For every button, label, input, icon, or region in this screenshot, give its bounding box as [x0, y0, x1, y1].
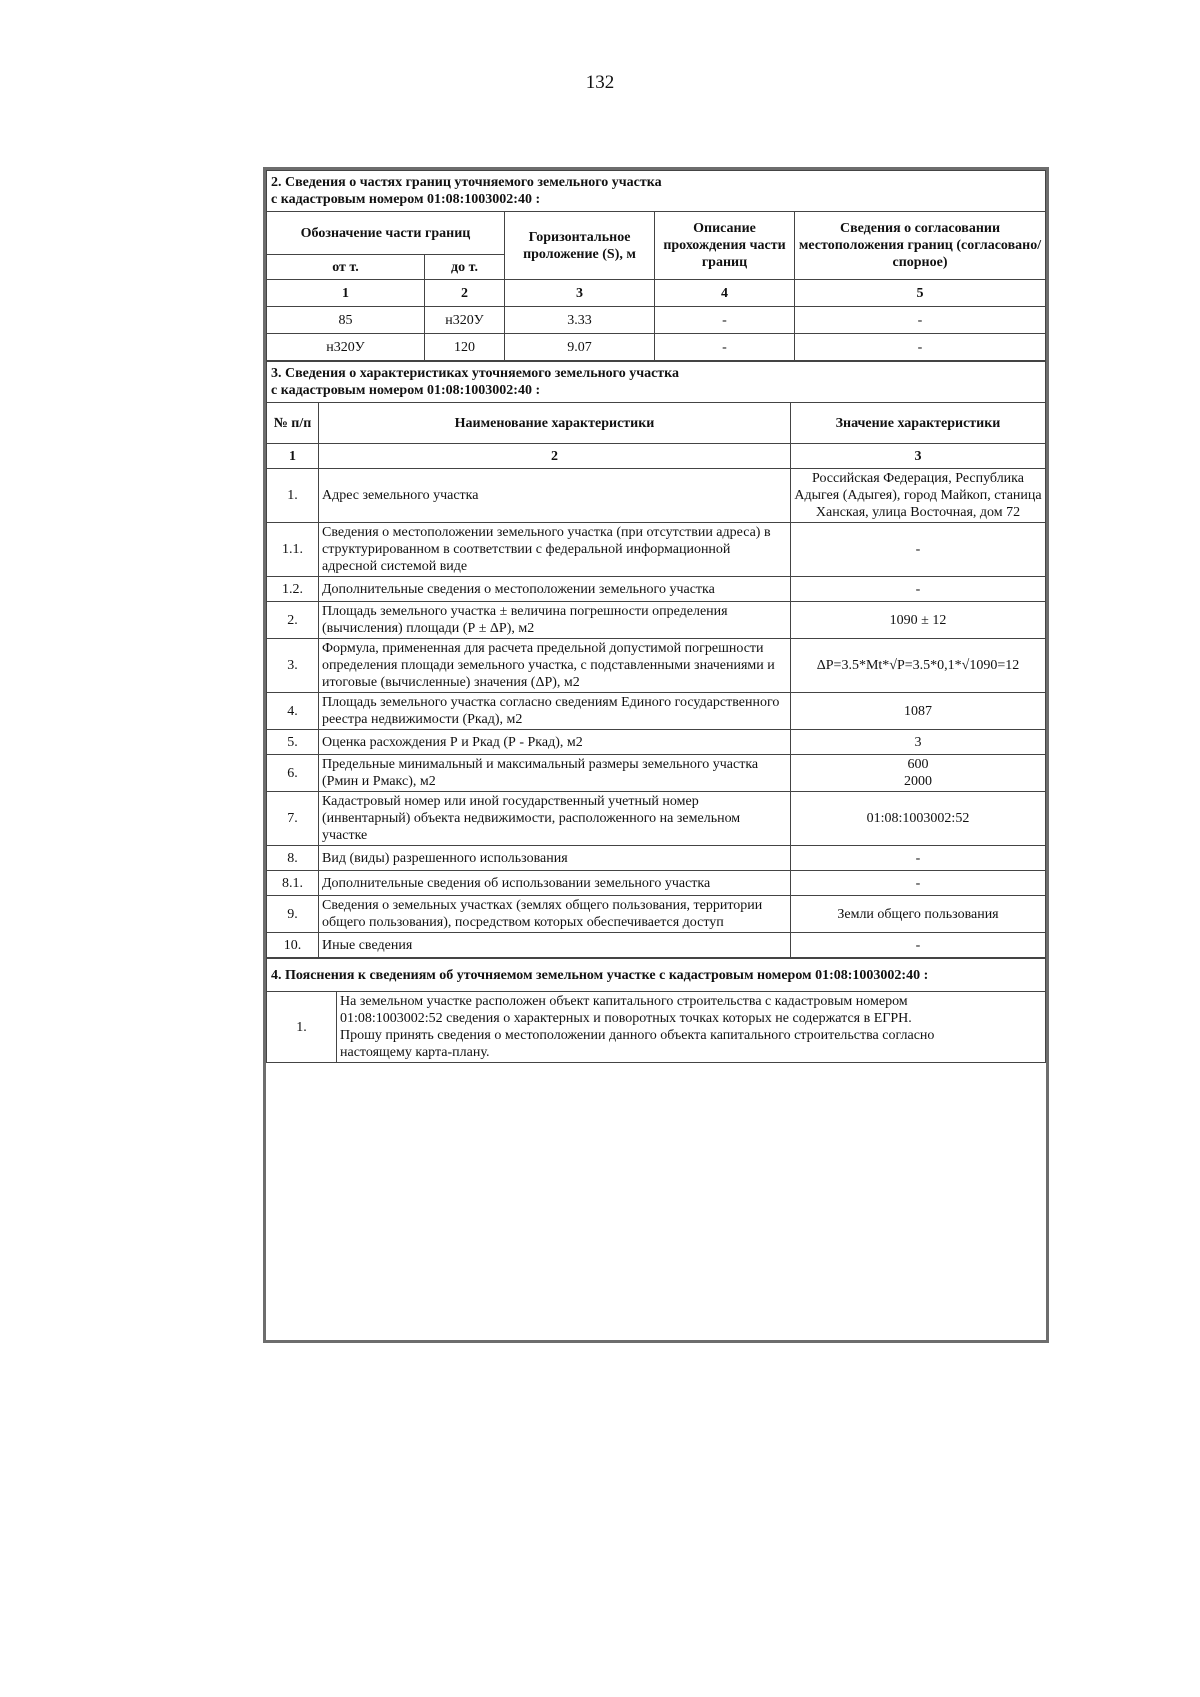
row-num: 9.: [267, 896, 319, 933]
header-from: от т.: [267, 255, 425, 280]
row-num: 8.: [267, 846, 319, 871]
col-number: 3: [505, 280, 655, 307]
col-number: 2: [425, 280, 505, 307]
row-value: 1087: [791, 693, 1046, 730]
col-number: 4: [655, 280, 795, 307]
note-text: [337, 992, 1046, 1063]
note-line: Прошу принять сведения о местоположении данного объекта капитального строительства согласно: [340, 1028, 935, 1043]
row-value: -: [791, 871, 1046, 896]
row-name: Иные сведения: [319, 933, 791, 958]
row-name: Оценка расхождения Р и Ркад (Р - Ркад), м2: [319, 730, 791, 755]
section3-title-line2: с кадастровым номером 01:08:1003002:40 :: [271, 383, 541, 398]
header-value: Значение характеристики: [791, 403, 1046, 444]
row-num: 1.: [267, 469, 319, 523]
header-horizontal: Горизонтальное проложение (S), м: [505, 212, 655, 280]
row-num: 8.1.: [267, 871, 319, 896]
document-frame: [263, 167, 1049, 1343]
row-value: 01:08:1003002:52: [791, 792, 1046, 846]
table-row: [267, 846, 1046, 871]
row-name: Формула, примененная для расчета предельной допустимой погрешности определения площади земельного участка, с подставленными значениями и итоговые (вычисленные) значения (ΔР), м2: [319, 639, 791, 693]
section4-table: [266, 958, 1046, 1063]
cell-from: 85: [267, 307, 425, 334]
column-number-row: [267, 444, 1046, 469]
table-row: [267, 730, 1046, 755]
col-number: 1: [267, 444, 319, 469]
cell-to: н320У: [425, 307, 505, 334]
row-num: 2.: [267, 602, 319, 639]
blank-area: [266, 1063, 1046, 1233]
row-value: -: [791, 577, 1046, 602]
table-row: [267, 755, 1046, 792]
section2-title-line2: с кадастровым номером 01:08:1003002:40 :: [271, 192, 541, 207]
table-row: [267, 334, 1046, 361]
section3-title: [267, 362, 1046, 403]
row-name: Адрес земельного участка: [319, 469, 791, 523]
row-value: Российская Федерация, Республика Адыгея (Адыгея), город Майкоп, станица Ханская, улица Восточная, дом 72: [791, 469, 1046, 523]
column-number-row: [267, 280, 1046, 307]
header-name: Наименование характеристики: [319, 403, 791, 444]
col-number: 5: [795, 280, 1046, 307]
section4-title: 4. Пояснения к сведениям об уточняемом земельном участке с кадастровым номером 01:08:1003002:40 :: [267, 959, 1046, 992]
table-row: [267, 896, 1046, 933]
row-name: Площадь земельного участка ± величина погрешности определения (вычисления) площади (Р ± ΔР), м2: [319, 602, 791, 639]
header-description: Описание прохождения части границ: [655, 212, 795, 280]
table-row: [267, 469, 1046, 523]
page-number: 132: [585, 72, 615, 93]
section3-title-line1: 3. Сведения о характеристиках уточняемого земельного участка: [271, 366, 680, 381]
row-num: 1.1.: [267, 523, 319, 577]
note-line: На земельном участке расположен объект капитального строительства с кадастровым номером: [340, 994, 908, 1009]
row-value: [791, 755, 1046, 792]
row-num: 3.: [267, 639, 319, 693]
row-name: Дополнительные сведения о местоположении земельного участка: [319, 577, 791, 602]
section2-table: [266, 170, 1046, 361]
table-row: [267, 792, 1046, 846]
row-value: ΔP=3.5*Mt*√P=3.5*0,1*√1090=12: [791, 639, 1046, 693]
table-row: [267, 639, 1046, 693]
header-part: Обозначение части границ: [267, 212, 505, 255]
table-row: [267, 307, 1046, 334]
row-value-max: 2000: [904, 774, 932, 789]
table-row: [267, 933, 1046, 958]
row-value: -: [791, 523, 1046, 577]
row-name: Сведения о земельных участках (землях общего пользования, территории общего пользования), посредством которых обеспечивается доступ: [319, 896, 791, 933]
row-num: 6.: [267, 755, 319, 792]
cell-to: 120: [425, 334, 505, 361]
row-name: Предельные минимальный и максимальный размеры земельного участка (Рмин и Рмакс), м2: [319, 755, 791, 792]
row-num: 4.: [267, 693, 319, 730]
cell-agreement: -: [795, 307, 1046, 334]
table-row: [267, 523, 1046, 577]
header-agreement: Сведения о согласовании местоположения границ (согласовано/спорное): [795, 212, 1046, 280]
row-value: -: [791, 933, 1046, 958]
header-num: № п/п: [267, 403, 319, 444]
row-value: 1090 ± 12: [791, 602, 1046, 639]
col-number: 2: [319, 444, 791, 469]
col-number: 3: [791, 444, 1046, 469]
cell-description: -: [655, 334, 795, 361]
note-line: настоящему карта-плану.: [340, 1045, 490, 1060]
row-num: 10.: [267, 933, 319, 958]
cell-from: н320У: [267, 334, 425, 361]
row-value: 3: [791, 730, 1046, 755]
row-name: Сведения о местоположении земельного участка (при отсутствии адреса) в структурированном в соответствии с федеральной информационной адресной системой виде: [319, 523, 791, 577]
row-value-min: 600: [907, 757, 929, 772]
cell-description: -: [655, 307, 795, 334]
row-name: Кадастровый номер или иной государственный учетный номер (инвентарный) объекта недвижимости, расположенного на земельном участке: [319, 792, 791, 846]
section3-table: [266, 361, 1046, 958]
row-value: Земли общего пользования: [791, 896, 1046, 933]
table-row: [267, 693, 1046, 730]
table-row: [267, 577, 1046, 602]
header-to: до т.: [425, 255, 505, 280]
cell-horizontal: 9.07: [505, 334, 655, 361]
table-row: [267, 602, 1046, 639]
section2-title: [267, 171, 1046, 212]
row-name: Дополнительные сведения об использовании земельного участка: [319, 871, 791, 896]
row-num: 5.: [267, 730, 319, 755]
col-number: 1: [267, 280, 425, 307]
row-num: 1.: [267, 992, 337, 1063]
section2-title-line1: 2. Сведения о частях границ уточняемого земельного участка: [271, 175, 662, 190]
row-name: Вид (виды) разрешенного использования: [319, 846, 791, 871]
table-row: [267, 992, 1046, 1063]
row-num: 1.2.: [267, 577, 319, 602]
row-num: 7.: [267, 792, 319, 846]
cell-agreement: -: [795, 334, 1046, 361]
note-line: 01:08:1003002:52 сведения о характерных и поворотных точках которых не содержатся в ЕГРН.: [340, 1011, 912, 1026]
row-value: -: [791, 846, 1046, 871]
table-row: [267, 871, 1046, 896]
cell-horizontal: 3.33: [505, 307, 655, 334]
row-name: Площадь земельного участка согласно сведениям Единого государственного реестра недвижимости (Ркад), м2: [319, 693, 791, 730]
